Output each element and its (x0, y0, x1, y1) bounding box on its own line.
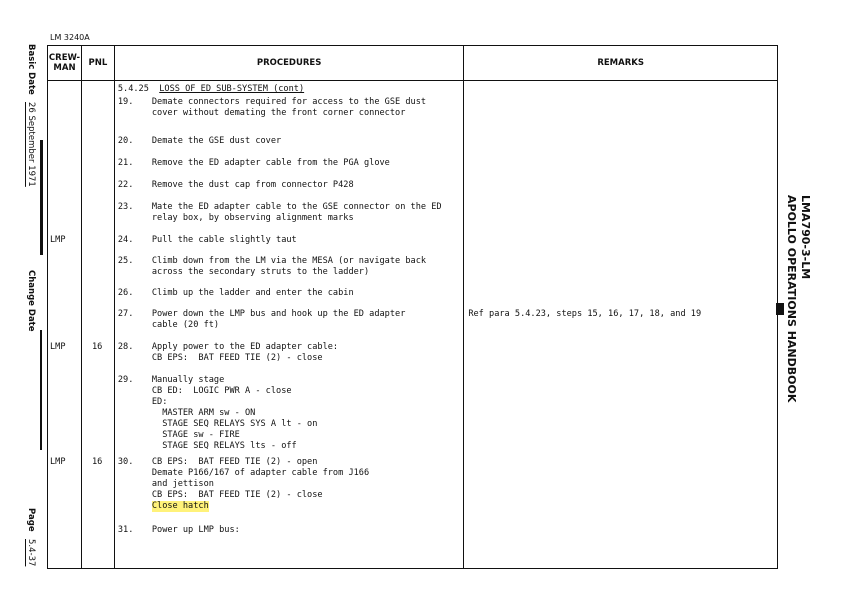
handbook-doc-number: LMA790-3-LM (799, 195, 812, 280)
step-number: 22. (117, 180, 134, 190)
crewman-column (48, 81, 82, 569)
section-heading (118, 84, 304, 95)
basic-date-label: Basic Date (26, 44, 36, 95)
change-date-label: Change Date (26, 270, 36, 332)
step-text: Remove the ED adapter cable from the PGA glove (151, 158, 390, 168)
page-label: Page (26, 508, 36, 532)
table-body-row (48, 81, 778, 569)
step-text: Demate connectors required for access to the GSE dust cover without demating the front corner connector (151, 97, 427, 118)
section-title: LOSS OF ED SUB-SYSTEM (cont) (159, 84, 305, 94)
pnl-cell: 16 (91, 342, 103, 352)
step-text: Climb up the ladder and enter the cabin (151, 288, 354, 298)
step-text: Pull the cable slightly taut (151, 235, 297, 245)
remarks-column (464, 81, 778, 569)
procedures-column (114, 81, 463, 569)
step-text: Remove the dust cap from connector P428 (151, 180, 354, 190)
step-number: 27. (117, 309, 134, 319)
step-number: 30. (117, 457, 134, 467)
step-number: 24. (117, 235, 134, 245)
step-text: Power down the LMP bus and hook up the ED adapter cable (20 ft) (151, 309, 406, 330)
page-value: 5.4-37 (26, 538, 36, 566)
step-number: 31. (117, 525, 134, 535)
header-pnl: PNL (81, 46, 114, 81)
step-number: 21. (117, 158, 134, 168)
step-text: Demate the GSE dust cover (151, 136, 282, 146)
page-number (26, 508, 36, 566)
document-id: LM 3240A (50, 33, 90, 42)
change-bar (40, 140, 43, 255)
header-procedures: PROCEDURES (114, 46, 463, 81)
crewman-cell: LMP (50, 342, 66, 352)
remark-cell: Ref para 5.4.23, steps 15, 16, 17, 18, and 19 (468, 309, 702, 319)
pnl-cell: 16 (91, 457, 103, 467)
change-date-line (40, 330, 42, 450)
pnl-column (81, 81, 114, 569)
step-text: Manually stage CB ED: LOGIC PWR A - close ED: MASTER ARM sw - ON STAGE SEQ RELAYS SYS A lt - on STAGE sw - FIRE STAGE SEQ RELAYS lts - off (151, 375, 318, 451)
step-highlight: Close hatch (151, 501, 209, 511)
handbook-title (784, 195, 812, 402)
basic-date-value: 26 September 1971 (26, 101, 36, 187)
step-text: CB EPS: BAT FEED TIE (2) - open Demate P166/167 of adapter cable from J166 and jettison CB EPS: BAT FEED TIE (2) - close (151, 457, 370, 500)
step-text: Climb down from the LM via the MESA (or navigate back across the secondary struts to the ladder) (151, 256, 427, 277)
step-number: 28. (117, 342, 134, 352)
step-text: Mate the ED adapter cable to the GSE connector on the ED relay box, by observing alignment marks (151, 202, 442, 223)
section-number: 5.4.25 (117, 84, 149, 94)
handbook-title-text: APOLLO OPERATIONS HANDBOOK (785, 195, 798, 403)
step-number: 25. (117, 256, 134, 266)
step-text: Apply power to the ED adapter cable: CB EPS: BAT FEED TIE (2) - close (151, 342, 339, 363)
step-number: 23. (117, 202, 134, 212)
header-crewman: CREW- MAN (48, 46, 82, 81)
crewman-cell: LMP (50, 457, 66, 467)
step-number: 29. (117, 375, 134, 385)
step-number: 20. (117, 136, 134, 146)
header-remarks: REMARKS (464, 46, 778, 81)
change-date (26, 270, 36, 332)
step-text: Power up LMP bus: (151, 525, 240, 535)
crewman-cell: LMP (50, 235, 66, 245)
table-header-row (48, 46, 778, 81)
procedures-table (47, 45, 778, 569)
step-number: 26. (117, 288, 134, 298)
step-number: 19. (117, 97, 134, 107)
basic-date (26, 44, 36, 187)
